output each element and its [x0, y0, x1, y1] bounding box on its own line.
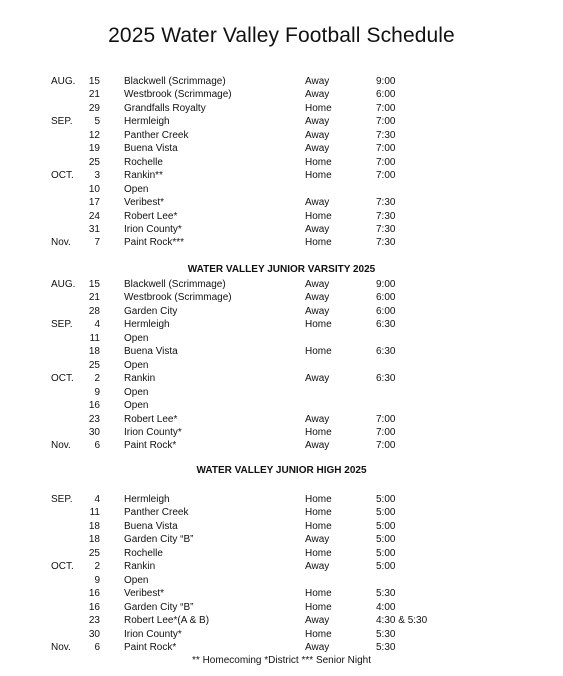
opponent-cell: Irion County* [124, 223, 182, 235]
jh-schedule-row [0, 628, 563, 641]
time-cell: 7:30 [376, 197, 396, 209]
opponent-cell: Panther Creek [124, 507, 189, 519]
time-cell: 5:00 [376, 507, 396, 519]
opponent-cell: Rankin** [124, 170, 163, 182]
month-cell: Nov. [51, 237, 71, 249]
opponent-cell: Grandfalls Royalty [124, 102, 206, 114]
day-cell: 30 [88, 628, 100, 640]
opponent-cell: Rankin [124, 561, 156, 573]
opponent-cell: Paint Rock* [124, 440, 177, 452]
time-cell: 7:00 [376, 413, 396, 425]
varsity-schedule-row [0, 156, 563, 169]
day-cell: 15 [88, 279, 100, 290]
day-cell: 12 [88, 129, 100, 141]
opponent-cell: Paint Rock*** [124, 237, 185, 249]
varsity-schedule-row [0, 169, 563, 182]
location-cell: Home [305, 170, 332, 182]
location-cell: Away [305, 561, 330, 573]
jh-heading: WATER VALLEY JUNIOR HIGH 2025 [196, 465, 367, 476]
jh-schedule-row [0, 493, 563, 506]
day-cell: 23 [88, 413, 100, 425]
day-cell: 17 [88, 197, 100, 209]
time-cell: 7:00 [376, 426, 396, 438]
time-cell: 7:30 [376, 237, 396, 249]
time-cell: 9:00 [376, 279, 396, 290]
location-cell: Away [305, 143, 330, 155]
time-cell: 5:00 [376, 494, 396, 505]
day-cell: 29 [88, 102, 100, 114]
opponent-cell: Veribest* [124, 588, 165, 600]
opponent-cell: Irion County* [124, 628, 182, 640]
time-cell: 7:00 [376, 440, 396, 452]
varsity-schedule-row [0, 236, 563, 249]
day-cell: 5 [94, 116, 100, 128]
month-cell: OCT. [51, 170, 74, 182]
varsity-schedule-row [0, 183, 563, 196]
location-cell: Home [305, 601, 332, 613]
opponent-cell: Rochelle [124, 156, 163, 168]
location-cell: Home [305, 520, 332, 532]
location-cell: Home [305, 346, 332, 358]
opponent-cell: Panther Creek [124, 129, 189, 141]
location-cell: Home [305, 547, 332, 559]
jh-schedule-row [0, 641, 563, 654]
day-cell: 9 [94, 386, 100, 398]
location-cell: Away [305, 413, 330, 425]
location-cell: Home [305, 588, 332, 600]
page-title: 2025 Water Valley Football Schedule [108, 24, 455, 47]
varsity-schedule-row [0, 210, 563, 223]
opponent-cell: Buena Vista [124, 346, 178, 358]
month-cell: SEP. [51, 494, 73, 505]
day-cell: 16 [88, 588, 100, 600]
jv-schedule-row [0, 278, 563, 291]
jv-schedule-row [0, 426, 563, 439]
location-cell: Home [305, 210, 332, 222]
location-cell: Home [305, 628, 332, 640]
location-cell: Away [305, 305, 330, 317]
jh-schedule-row [0, 533, 563, 546]
opponent-cell: Open [124, 359, 149, 371]
opponent-cell: Buena Vista [124, 143, 178, 155]
time-cell: 5:00 [376, 561, 396, 573]
location-cell: Away [305, 89, 330, 101]
jv-schedule-row [0, 413, 563, 426]
day-cell: 21 [88, 292, 100, 304]
month-cell: OCT. [51, 373, 74, 385]
varsity-schedule-row [0, 196, 563, 209]
day-cell: 25 [88, 359, 100, 371]
location-cell: Away [305, 373, 330, 385]
location-cell: Away [305, 129, 330, 141]
day-cell: 21 [88, 89, 100, 101]
day-cell: 18 [88, 534, 100, 546]
opponent-cell: Garden City “B” [124, 601, 194, 613]
location-cell: Home [305, 156, 332, 168]
opponent-cell: Paint Rock* [124, 641, 177, 653]
time-cell: 7:00 [376, 116, 396, 128]
jh-schedule-row [0, 506, 563, 519]
opponent-cell: Robert Lee*(A & B) [124, 615, 210, 627]
time-cell: 9:00 [376, 76, 396, 87]
jv-schedule-row [0, 291, 563, 304]
jh-schedule-row [0, 614, 563, 627]
jh-schedule-row [0, 587, 563, 600]
location-cell: Home [305, 102, 332, 114]
jv-schedule-row [0, 372, 563, 385]
opponent-cell: Hermleigh [124, 494, 170, 505]
opponent-cell: Garden City “B” [124, 534, 194, 546]
month-cell: SEP. [51, 319, 73, 331]
month-cell: SEP. [51, 116, 73, 128]
opponent-cell: Open [124, 332, 149, 344]
time-cell: 6:00 [376, 89, 396, 101]
time-cell: 7:00 [376, 143, 396, 155]
opponent-cell: Buena Vista [124, 520, 178, 532]
opponent-cell: Open [124, 386, 149, 398]
day-cell: 2 [94, 561, 100, 573]
day-cell: 2 [94, 373, 100, 385]
time-cell: 6:00 [376, 305, 396, 317]
opponent-cell: Open [124, 574, 149, 586]
location-cell: Home [305, 237, 332, 249]
time-cell: 7:00 [376, 102, 396, 114]
jh-schedule-row [0, 560, 563, 573]
jv-schedule-row [0, 399, 563, 412]
day-cell: 9 [94, 574, 100, 586]
opponent-cell: Open [124, 400, 149, 412]
location-cell: Away [305, 76, 330, 87]
jv-schedule-row [0, 332, 563, 345]
time-cell: 7:00 [376, 170, 396, 182]
opponent-cell: Rankin [124, 373, 156, 385]
time-cell: 5:30 [376, 588, 396, 600]
location-cell: Away [305, 279, 330, 290]
time-cell: 6:30 [376, 373, 396, 385]
day-cell: 6 [94, 641, 100, 653]
day-cell: 25 [88, 156, 100, 168]
day-cell: 18 [88, 346, 100, 358]
month-cell: OCT. [51, 561, 74, 573]
jh-schedule-row [0, 547, 563, 560]
location-cell: Away [305, 292, 330, 304]
day-cell: 31 [88, 223, 100, 235]
opponent-cell: Robert Lee* [124, 210, 178, 222]
day-cell: 15 [88, 76, 100, 87]
time-cell: 6:30 [376, 346, 396, 358]
time-cell: 7:30 [376, 210, 396, 222]
location-cell: Away [305, 641, 330, 653]
jv-schedule-row [0, 318, 563, 331]
time-cell: 7:30 [376, 129, 396, 141]
varsity-schedule-row [0, 129, 563, 142]
varsity-schedule-row [0, 223, 563, 236]
location-cell: Away [305, 197, 330, 209]
time-cell: 4:00 [376, 601, 396, 613]
time-cell: 5:00 [376, 534, 396, 546]
opponent-cell: Robert Lee* [124, 413, 178, 425]
day-cell: 4 [94, 494, 100, 505]
time-cell: 5:00 [376, 520, 396, 532]
opponent-cell: Blackwell (Scrimmage) [124, 76, 226, 87]
day-cell: 24 [88, 210, 100, 222]
location-cell: Home [305, 426, 332, 438]
month-cell: AUG. [51, 76, 76, 87]
time-cell: 5:00 [376, 547, 396, 559]
location-cell: Away [305, 615, 330, 627]
varsity-schedule-row [0, 75, 563, 88]
jv-heading: WATER VALLEY JUNIOR VARSITY 2025 [187, 264, 376, 275]
time-cell: 5:30 [376, 628, 396, 640]
day-cell: 7 [94, 237, 100, 249]
time-cell: 6:30 [376, 319, 396, 331]
varsity-schedule-row [0, 102, 563, 115]
jv-schedule-row [0, 386, 563, 399]
varsity-schedule-row [0, 88, 563, 101]
varsity-schedule-row [0, 142, 563, 155]
day-cell: 19 [88, 143, 100, 155]
day-cell: 28 [88, 305, 100, 317]
time-cell: 6:00 [376, 292, 396, 304]
opponent-cell: Westbrook (Scrimmage) [124, 292, 232, 304]
location-cell: Home [305, 507, 332, 519]
day-cell: 16 [88, 400, 100, 412]
opponent-cell: Westbrook (Scrimmage) [124, 89, 232, 101]
jv-schedule-row [0, 345, 563, 358]
time-cell: 5:30 [376, 641, 396, 653]
day-cell: 16 [88, 601, 100, 613]
location-cell: Away [305, 223, 330, 235]
time-cell: 7:00 [376, 156, 396, 168]
day-cell: 10 [88, 183, 100, 195]
opponent-cell: Hermleigh [124, 319, 170, 331]
opponent-cell: Hermleigh [124, 116, 170, 128]
day-cell: 4 [94, 319, 100, 331]
day-cell: 11 [89, 507, 100, 519]
month-cell: Nov. [51, 440, 71, 452]
day-cell: 11 [89, 332, 100, 344]
location-cell: Away [305, 116, 330, 128]
location-cell: Home [305, 319, 332, 331]
opponent-cell: Irion County* [124, 426, 182, 438]
opponent-cell: Blackwell (Scrimmage) [124, 279, 226, 290]
opponent-cell: Garden City [124, 305, 178, 317]
month-cell: Nov. [51, 641, 71, 653]
jh-schedule-row [0, 574, 563, 587]
month-cell: AUG. [51, 279, 76, 290]
jv-schedule-row [0, 439, 563, 452]
jh-schedule-row [0, 520, 563, 533]
day-cell: 23 [88, 615, 100, 627]
jh-schedule-row [0, 601, 563, 614]
opponent-cell: Veribest* [124, 197, 165, 209]
footer-legend: ** Homecoming *District *** Senior Night [192, 655, 371, 666]
location-cell: Away [305, 440, 330, 452]
day-cell: 18 [88, 520, 100, 532]
opponent-cell: Rochelle [124, 547, 163, 559]
varsity-schedule-row [0, 115, 563, 128]
time-cell: 7:30 [376, 223, 396, 235]
day-cell: 25 [88, 547, 100, 559]
day-cell: 30 [88, 426, 100, 438]
opponent-cell: Open [124, 183, 149, 195]
day-cell: 6 [94, 440, 100, 452]
location-cell: Home [305, 494, 332, 505]
jv-schedule-row [0, 359, 563, 372]
jv-schedule-row [0, 305, 563, 318]
time-cell: 4:30 & 5:30 [376, 615, 428, 627]
day-cell: 3 [94, 170, 100, 182]
location-cell: Away [305, 534, 330, 546]
